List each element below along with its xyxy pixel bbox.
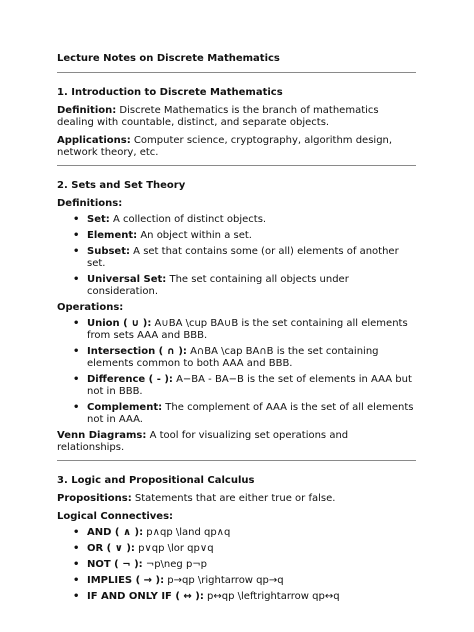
bullet: • [73,527,80,538]
list-item [73,559,416,571]
list-item [73,591,416,603]
bullet: • [73,246,80,257]
bullet: • [73,543,80,554]
item-text: p∨qp \lor qp∨q [134,543,214,554]
item-term: Intersection ( ∩ ): [87,346,187,357]
section-heading-logic: 3. Logic and Propositional Calculus [57,475,255,486]
item-text: The complement of AAA is the set of all elements not in AAA. [87,402,414,425]
definitions-list [57,214,416,298]
divider [57,165,416,166]
bullet: • [73,346,80,357]
list-item [73,214,416,226]
propositions-text: Statements that are either true or false. [131,493,336,504]
item-term: Universal Set: [87,274,167,285]
item-term: OR ( ∨ ): [87,543,135,554]
item-text: A−BA - BA−B is the set of elements in AAA but not in BBB. [87,374,412,397]
section-heading-introduction: 1. Introduction to Discrete Mathematics [57,87,283,98]
list-item [73,230,416,242]
divider [57,72,416,73]
list-item [73,346,416,370]
bullet: • [73,214,80,225]
item-term: NOT ( ¬ ): [87,559,143,570]
definition-text: Discrete Mathematics is the branch of mathematics dealing with countable, distinct, and separate objects. [57,105,379,128]
item-text: A set that contains some (or all) elements of another set. [87,246,399,269]
bullet: • [73,402,80,413]
list-item [73,318,416,342]
definitions-label: Definitions: [57,198,123,209]
item-text: A∪BA \cup BA∪B is the set containing all elements from sets AAA and BBB. [87,318,408,341]
applications-paragraph [57,135,416,159]
item-term: IMPLIES ( → ): [87,575,165,586]
item-text: The set containing all objects under consideration. [87,274,349,297]
connectives-list [57,527,416,603]
operations-list [57,318,416,426]
item-term: IF AND ONLY IF ( ↔ ): [87,591,204,602]
item-term: Set: [87,214,110,225]
item-text: ¬p\neg p¬p [142,559,208,570]
definition-label: Definition: [57,105,117,116]
bullet: • [73,374,80,385]
list-item [73,246,416,270]
applications-text: Computer science, cryptography, algorithm design, network theory, etc. [57,135,393,158]
list-item [73,274,416,298]
list-item [73,374,416,398]
item-term: Union ( ∪ ): [87,318,152,329]
item-term: Complement: [87,402,163,413]
bullet: • [73,318,80,329]
applications-label: Applications: [57,135,131,146]
item-term: Element: [87,230,138,241]
venn-label: Venn Diagrams: [57,430,147,441]
section-heading-sets: 2. Sets and Set Theory [57,180,186,191]
venn-text: A tool for visualizing set operations and relationships. [57,430,349,453]
propositions-paragraph [57,493,416,505]
item-term: Difference ( - ): [87,374,173,385]
bullet: • [73,591,80,602]
item-text: p∧qp \land qp∧q [143,527,231,538]
item-term: AND ( ∧ ): [87,527,144,538]
item-term: Subset: [87,246,130,257]
connectives-label: Logical Connectives: [57,511,174,522]
item-text: p↔qp \leftrightarrow qp↔q [203,591,340,602]
bullet: • [73,230,80,241]
definition-paragraph [57,105,416,129]
item-text: A collection of distinct objects. [109,214,267,225]
divider [57,460,416,461]
bullet: • [73,575,80,586]
bullet: • [73,559,80,570]
venn-paragraph [57,430,416,454]
list-item [73,575,416,587]
item-text: p→qp \rightarrow qp→q [164,575,284,586]
list-item [73,543,416,555]
bullet: • [73,274,80,285]
list-item [73,527,416,539]
propositions-label: Propositions: [57,493,132,504]
item-text: A∩BA \cap BA∩B is the set containing elements common to both AAA and BBB. [87,346,379,369]
list-item [73,402,416,426]
item-text: An object within a set. [137,230,252,241]
document-title: Lecture Notes on Discrete Mathematics [57,53,280,64]
operations-label: Operations: [57,302,124,313]
